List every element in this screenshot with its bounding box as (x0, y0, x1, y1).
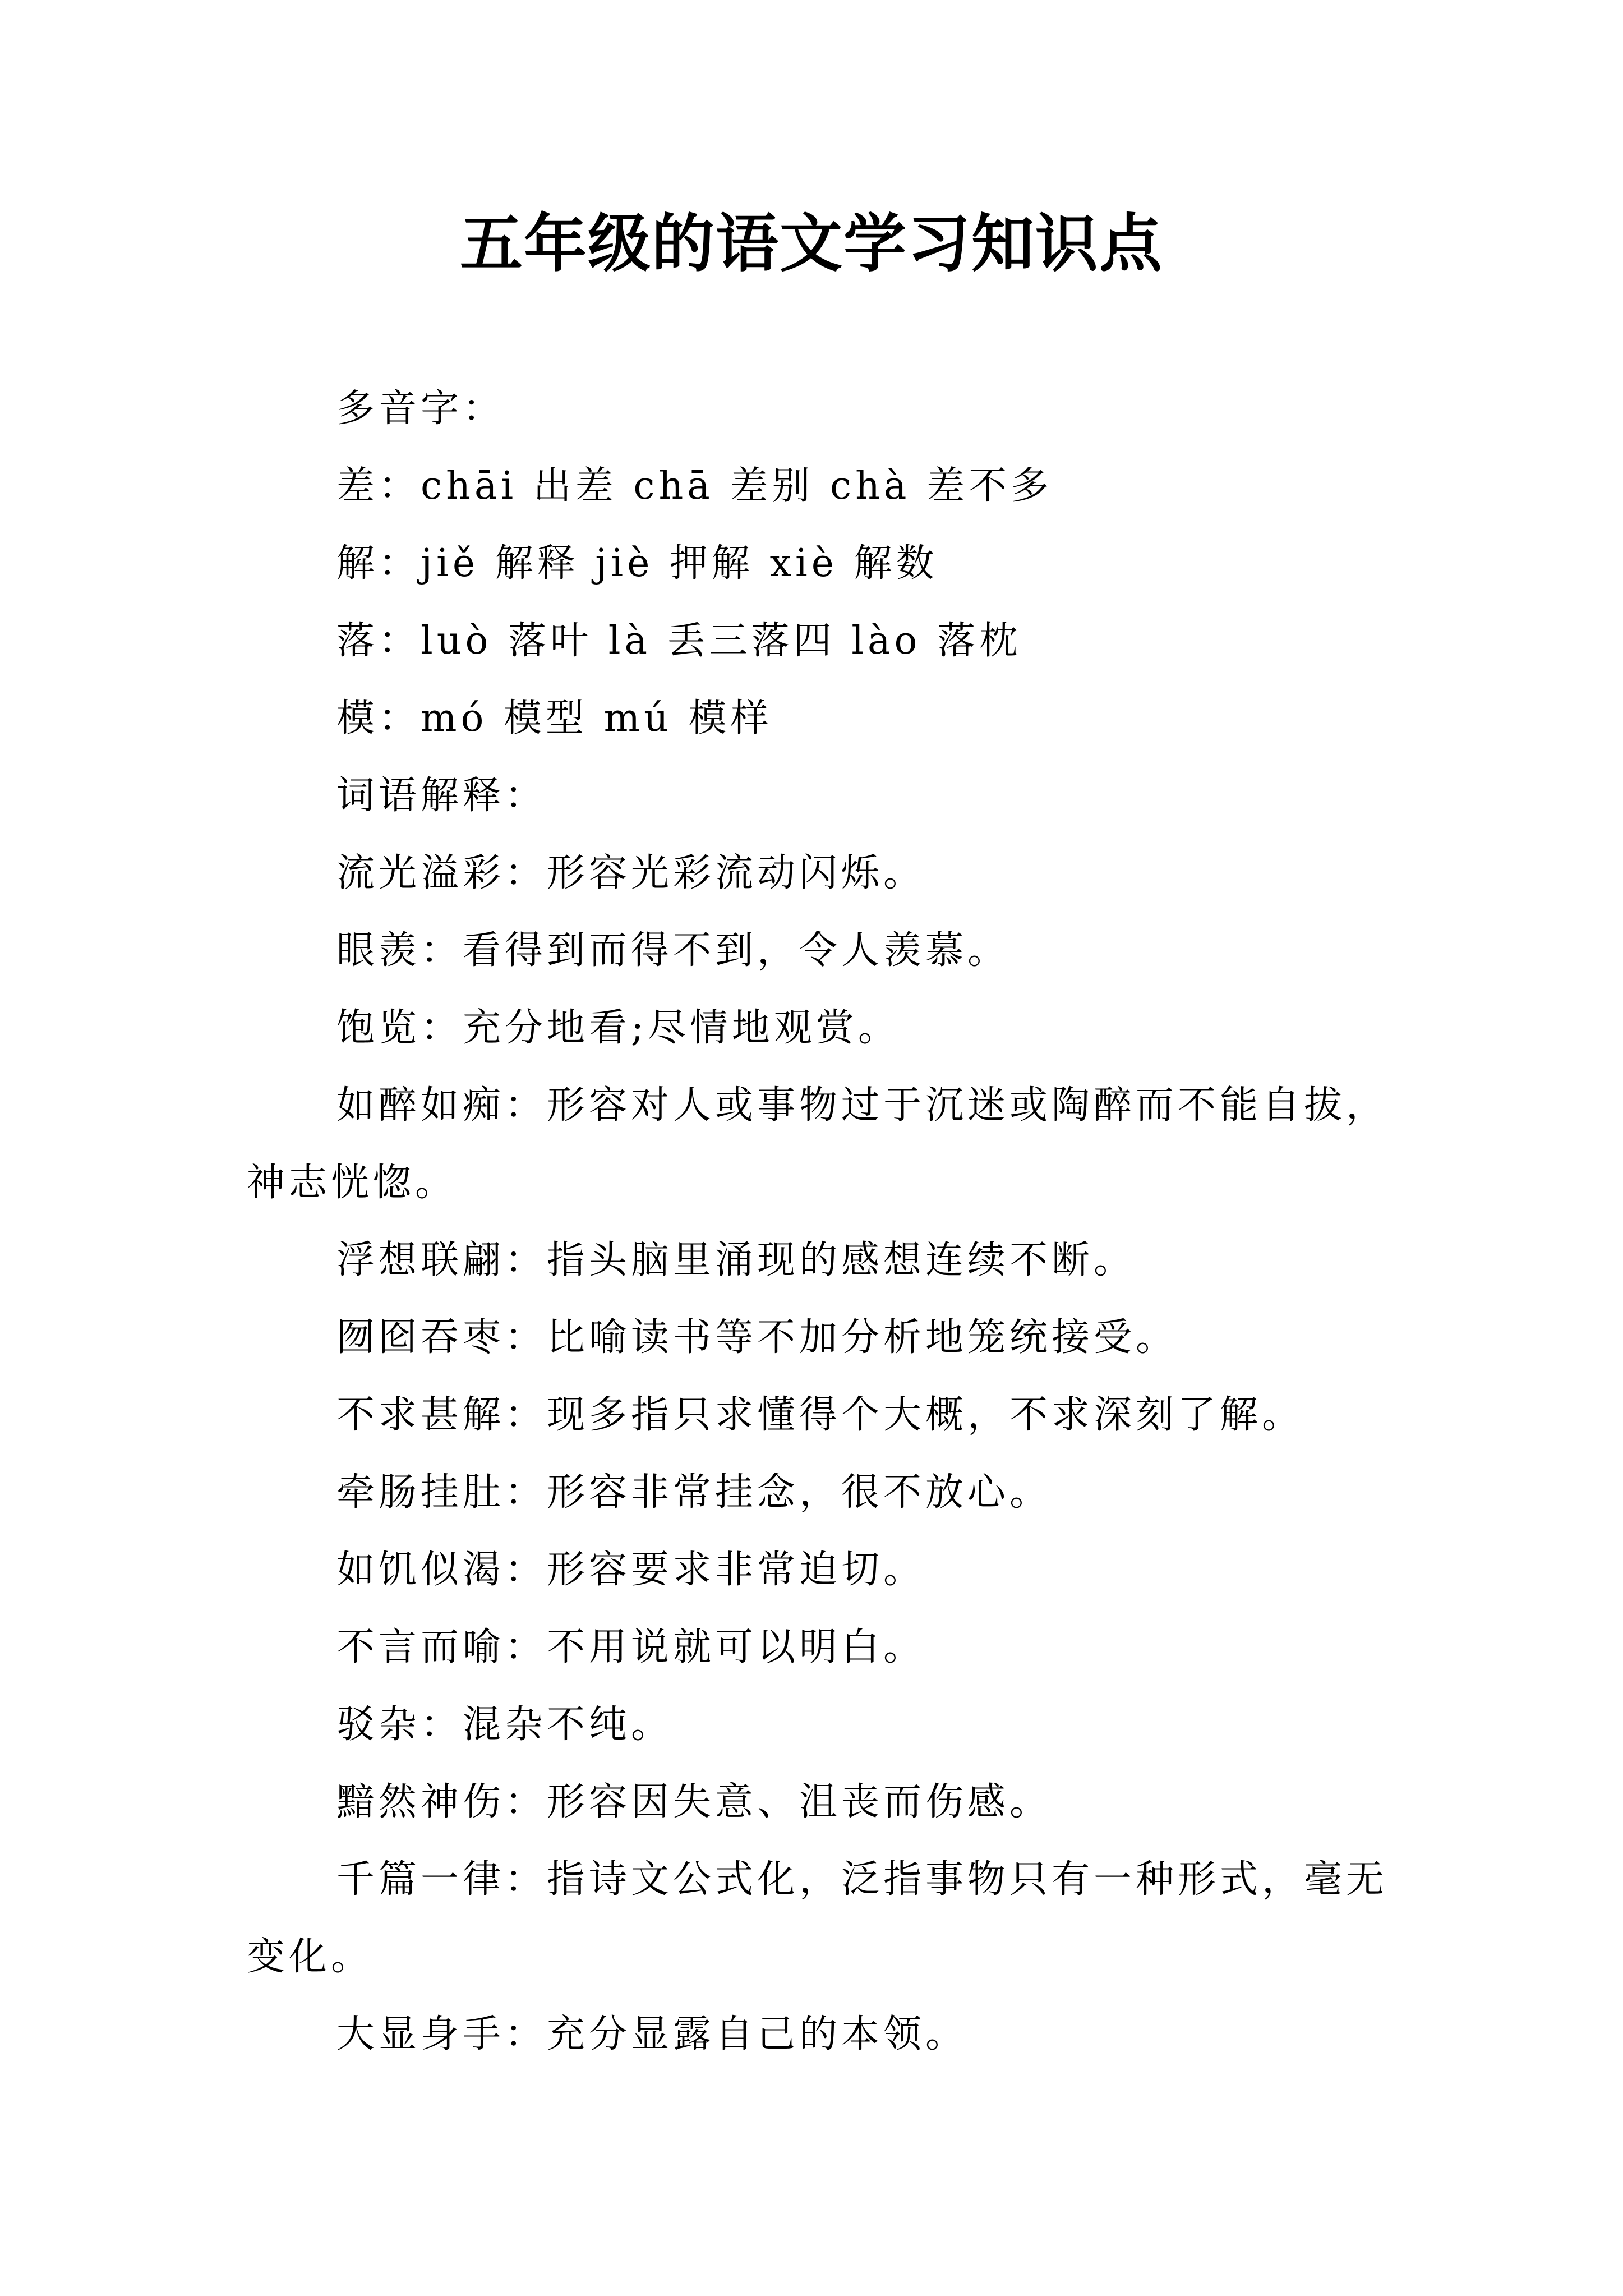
word-definition: 如饥似渴：形容要求非常迫切。 (336, 1548, 926, 1592)
word-definition: 黯然神伤：形容因失意、沮丧而伤感。 (336, 1780, 1052, 1824)
polyphone-entry: 模：mó 模型 mú 模样 (336, 696, 773, 740)
polyphone-entry: 差：chāi 出差 chā 差别 chà 差不多 (336, 464, 1053, 508)
word-definition: 如醉如痴：形容对人或事物过于沉迷或陶醉而不能自拔，神志恍惚。 (247, 1083, 1389, 1205)
section-heading-polyphones: 多音字： (336, 386, 505, 431)
word-definition: 流光溢彩：形容光彩流动闪烁。 (336, 851, 926, 895)
word-definition: 千篇一律：指诗文公式化，泛指事物只有一种形式，毫无变化。 (247, 1857, 1389, 1979)
document-title: 五年级的语文学习知识点 (460, 207, 1163, 280)
document-body (247, 370, 1391, 2073)
word-definition: 囫囵吞枣：比喻读书等不加分析地笼统接受。 (336, 1315, 1178, 1360)
section-heading-word-meanings: 词语解释： (336, 774, 547, 818)
word-definition: 大显身手：充分显露自己的本领。 (336, 2012, 968, 2056)
polyphone-entry: 落：luò 落叶 là 丢三落四 lào 落枕 (336, 619, 1022, 663)
word-definition: 眼羡：看得到而得不到，令人羡慕。 (336, 928, 1010, 973)
word-definition: 不求甚解：现多指只求懂得个大概，不求深刻了解。 (336, 1393, 1304, 1437)
word-definition: 浮想联翩：指头脑里涌现的感想连续不断。 (336, 1238, 1136, 1282)
word-definition: 不言而喻：不用说就可以明白。 (336, 1625, 926, 1669)
polyphone-entry: 解：jiě 解释 jiè 押解 xiè 解数 (336, 541, 938, 586)
word-definition: 牵肠挂肚：形容非常挂念，很不放心。 (336, 1470, 1052, 1515)
word-definition: 饱览：充分地看;尽情地观赏。 (336, 1006, 900, 1050)
word-definition: 驳杂：混杂不纯。 (336, 1703, 674, 1747)
